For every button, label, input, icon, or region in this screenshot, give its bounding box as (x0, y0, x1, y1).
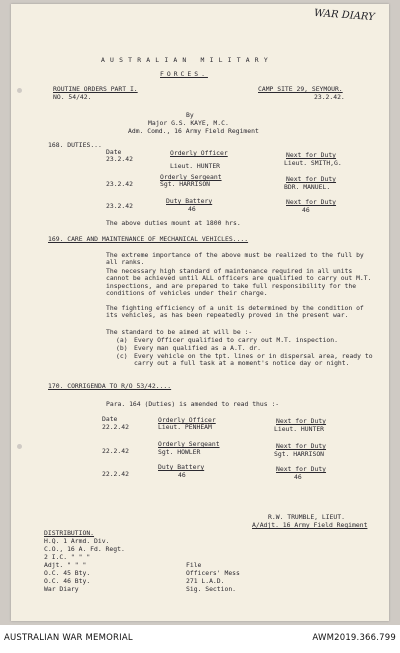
care-item-text: Every man qualified as a A.T. dr. (134, 344, 261, 352)
care-item-mark: (b) (116, 344, 128, 352)
duty-role: Orderly Officer (170, 149, 228, 157)
duty-next: 46 (302, 206, 310, 214)
duty-role: Orderly Sergeant (160, 173, 222, 181)
care-paragraph-2: The necessary high standard of maintenance required in all units cannot be achieved until ALL officers are qualified to carry out M.T. inspections, and are prepared to take full responsibility for the conditions of vehicles under their charge. (106, 267, 372, 298)
care-heading: 169. CARE AND MAINTENANCE OF MECHANICAL VEHICLES.... (48, 235, 249, 243)
care-aim: The standard to be aimed at will be :- (106, 328, 253, 336)
heading-line1: AUSTRALIAN MILITARY (101, 56, 273, 64)
duty-current: 46 (188, 205, 196, 213)
corrigenda-date: 22.2.42 (102, 470, 129, 478)
corrigenda-current: Lieut. PENHEAM (158, 423, 212, 431)
distribution-entry: 271 L.A.D. (186, 577, 225, 585)
authority-command: Adm. Comd., 16 Army Field Regiment (128, 127, 259, 135)
distribution-entry: File (186, 561, 202, 569)
distribution-entry: War Diary (44, 585, 79, 593)
duty-date: 23.2.42 (106, 180, 133, 188)
duty-next-label: Next for Duty (286, 151, 337, 159)
punch-hole (17, 444, 22, 449)
corrigenda-next: Sgt. HARRISON (274, 450, 325, 458)
duties-heading: 168. DUTIES... (48, 141, 102, 149)
corrigenda-intro: Para. 164 (Duties) is amended to read thus :- (106, 400, 280, 408)
distribution-entry: 2 I.C. " " " (44, 553, 91, 561)
duty-next: Lieut. SMITH,G. (284, 159, 342, 167)
distribution-entry: Officers' Mess (186, 569, 240, 577)
orders-number: NO. 54/42. (53, 93, 92, 101)
corrigenda-role: Orderly Sergeant (158, 440, 220, 448)
distribution-entry: C.O., 16 A. Fd. Regt. (44, 545, 125, 553)
duty-next: BDR. MANUEL. (284, 183, 331, 191)
corrigenda-role: Duty Battery (158, 463, 205, 471)
care-item-mark: (a) (116, 336, 128, 344)
corrigenda-date: 22.2.42 (102, 423, 129, 431)
duty-date: 23.2.42 (106, 155, 133, 163)
duty-next-label: Next for Duty (286, 175, 337, 183)
footer-institution: AUSTRALIAN WAR MEMORIAL (4, 633, 133, 643)
heading-line2: FORCES. (160, 70, 208, 78)
corrigenda-role: Orderly Officer (158, 416, 216, 424)
distribution-entry: Sig. Section. (186, 585, 237, 593)
duty-role: Duty Battery (166, 197, 213, 205)
corrigenda-current: Sgt. HOWLER (158, 448, 201, 456)
distribution-entry: O.C. 45 Bty. (44, 569, 91, 577)
duties-note: The above duties mount at 1800 hrs. (106, 219, 241, 227)
authority-by: By (186, 111, 194, 119)
corrigenda-date-label: Date (102, 415, 118, 423)
corrigenda-next: 46 (294, 473, 302, 481)
care-paragraph-1: The extreme importance of the above must be realized to the full by all ranks. (106, 251, 364, 267)
distribution-entry: H.Q. 1 Armd. Div. (44, 537, 110, 545)
punch-hole (17, 88, 22, 93)
duty-date: 23.2.42 (106, 202, 133, 210)
duty-current: Lieut. HUNTER (170, 162, 221, 170)
corrigenda-next-label: Next for Duty (276, 417, 327, 425)
corrigenda-next-label: Next for Duty (276, 465, 327, 473)
duties-date-label: Date (106, 148, 122, 156)
signature-name: R.W. TRUMBLE, LIEUT. (268, 513, 345, 521)
footer-accession-number: AWM2019.366.799 (312, 633, 396, 643)
corrigenda-next-label: Next for Duty (276, 442, 327, 450)
care-item-text: Every Officer qualified to carry out M.T. inspection. (134, 336, 338, 344)
distribution-heading: DISTRIBUTION. (44, 529, 95, 537)
signature-title: A/Adjt. 16 Army Field Regiment (252, 521, 368, 529)
authority-name: Major G.S. KAYE, M.C. (148, 119, 229, 127)
camp-date: 23.2.42. (314, 93, 345, 101)
care-paragraph-3: The fighting efficiency of a unit is determined by the condition of its vehicles, as has been repeatedly proved in the present war. (106, 304, 364, 320)
corrigenda-heading: 170. CORRIGENDA TO R/O 53/42.... (48, 382, 172, 390)
camp-site: CAMP SITE 29, SEYMOUR. (258, 85, 343, 93)
corrigenda-current: 46 (178, 471, 186, 479)
corrigenda-date: 22.2.42 (102, 447, 129, 455)
care-item-text: Every vehicle on the tpt. lines or in dispersal area, ready to carry out a full task at a moment's notice day or night. (134, 352, 373, 368)
distribution-entry: O.C. 46 Bty. (44, 577, 91, 585)
handwritten-war-diary-note: WAR DIARY (313, 7, 376, 24)
orders-title: ROUTINE ORDERS PART I. (53, 85, 138, 93)
distribution-entry: Adjt. " " " (44, 561, 87, 569)
duty-current: Sgt. HARRISON (160, 180, 211, 188)
corrigenda-next: Lieut. HUNTER (274, 425, 325, 433)
duty-next-label: Next for Duty (286, 198, 337, 206)
care-item-mark: (c) (116, 352, 128, 360)
